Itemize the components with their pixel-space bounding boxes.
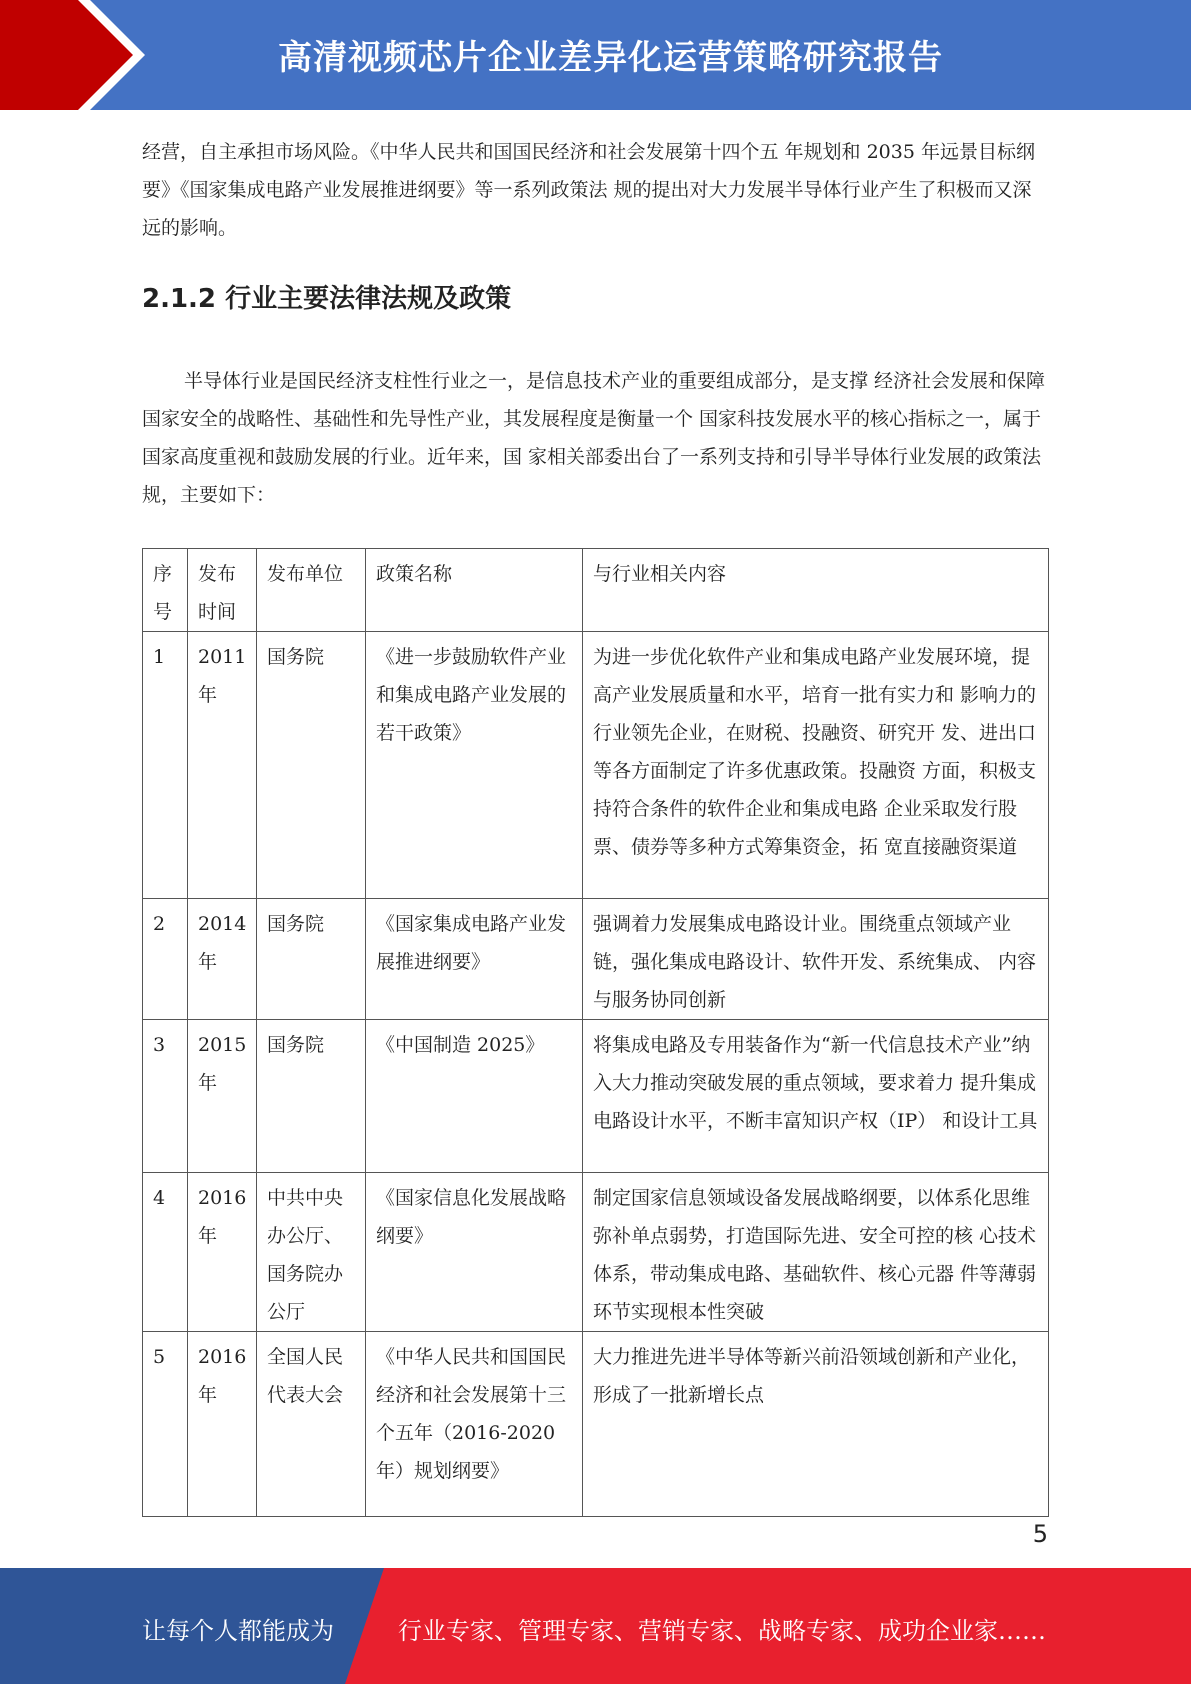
cell-content: 将集成电路及专用装备作为“新一代信息技术产业”纳入大力推动突破发展的重点领域，要求着力 提升集成电路设计水平，不断丰富知识产权（IP） 和设计工具 xyxy=(583,1020,1049,1173)
cell-no: 3 xyxy=(143,1020,188,1173)
cell-content: 制定国家信息领域设备发展战略纲要，以体系化思维弥补单点弱势，打造国际先进、安全可控的核 心技术体系，带动集成电路、基础软件、核心元器 件等薄弱环节实现根本性突破 xyxy=(583,1173,1049,1332)
cell-time: 2011年 xyxy=(188,632,257,899)
header-cell-no: 序号 xyxy=(143,549,188,632)
table-row xyxy=(143,1020,1049,1173)
cell-time: 2016年 xyxy=(188,1173,257,1332)
cell-content: 强调着力发展集成电路设计业。围绕重点领域产业链，强化集成电路设计、软件开发、系统集成、 内容与服务协同创新 xyxy=(583,899,1049,1020)
cell-no: 2 xyxy=(143,899,188,1020)
cell-policy-name: 《进一步鼓励软件产业和集成电路产业发展的若干政策》 xyxy=(366,632,583,899)
cell-policy-name: 《中国制造 2025》 xyxy=(366,1020,583,1173)
cell-unit: 中共中央办公厅、国务院办公厅 xyxy=(257,1173,366,1332)
cell-unit: 国务院 xyxy=(257,899,366,1020)
cell-unit: 全国人民代表大会 xyxy=(257,1332,366,1517)
cell-no: 5 xyxy=(143,1332,188,1517)
table-row xyxy=(143,1332,1049,1517)
table-row xyxy=(143,899,1049,1020)
table-row xyxy=(143,1173,1049,1332)
policy-table xyxy=(142,548,1049,1517)
intro-paragraph: 经营，自主承担市场风险。《中华人民共和国国民经济和社会发展第十四个五 年规划和 2035 年远景目标纲要》《国家集成电路产业发展推进纲要》等一系列政策法 规的提出对大力发展半导体行业产生了积极而又深远的影响。 xyxy=(142,141,1035,239)
cell-no: 4 xyxy=(143,1173,188,1332)
cell-unit: 国务院 xyxy=(257,632,366,899)
footer-slogan-right: 行业专家、管理专家、营销专家、战略专家、成功企业家…… xyxy=(398,1617,1046,1645)
section-paragraph: 半导体行业是国民经济支柱性行业之一，是信息技术产业的重要组成部分，是支撑 经济社会发展和保障国家安全的战略性、基础性和先导性产业，其发展程度是衡量一个 国家科技发展水平的核心指标之一，属于国家高度重视和鼓励发展的行业。近年来，国 家相关部委出台了一系列支持和引导半导体行业发展的政策法规，主要如下： xyxy=(142,370,1046,506)
report-title: 高清视频芯片企业差异化运营策略研究报告 xyxy=(278,38,943,78)
header-cell-time: 发布时间 xyxy=(188,549,257,632)
cell-time: 2015年 xyxy=(188,1020,257,1173)
cell-content: 为进一步优化软件产业和集成电路产业发展环境，提高产业发展质量和水平，培育一批有实力和 影响力的行业领先企业，在财税、投融资、研究开 发、进出口等各方面制定了许多优惠政策。投融资 方面，积极支持符合条件的软件企业和集成电路 企业采取发行股票、债券等多种方式筹集资金，拓 宽直接融资渠道 xyxy=(583,632,1049,899)
cell-time: 2014年 xyxy=(188,899,257,1020)
cell-unit: 国务院 xyxy=(257,1020,366,1173)
footer-slogan-left: 让每个人都能成为 xyxy=(142,1617,334,1645)
page-number: 5 xyxy=(1032,1520,1048,1548)
table-header-row xyxy=(143,549,1049,632)
page-header xyxy=(0,0,1191,110)
header-cell-name: 政策名称 xyxy=(366,549,583,632)
header-cell-unit: 发布单位 xyxy=(257,549,366,632)
cell-content: 大力推进先进半导体等新兴前沿领域创新和产业化，形成了一批新增长点 xyxy=(583,1332,1049,1517)
cell-policy-name: 《国家集成电路产业发展推进纲要》 xyxy=(366,899,583,1020)
cell-policy-name: 《中华人民共和国国民经济和社会发展第十三个五年（2016-2020 年）规划纲要》 xyxy=(366,1332,583,1517)
header-cell-content: 与行业相关内容 xyxy=(583,549,1049,632)
cell-time: 2016年 xyxy=(188,1332,257,1517)
section-heading: 2.1.2 行业主要法律法规及政策 xyxy=(142,284,512,314)
cell-no: 1 xyxy=(143,632,188,899)
page-footer xyxy=(0,1568,1191,1684)
cell-policy-name: 《国家信息化发展战略纲要》 xyxy=(366,1173,583,1332)
table-row xyxy=(143,632,1049,899)
